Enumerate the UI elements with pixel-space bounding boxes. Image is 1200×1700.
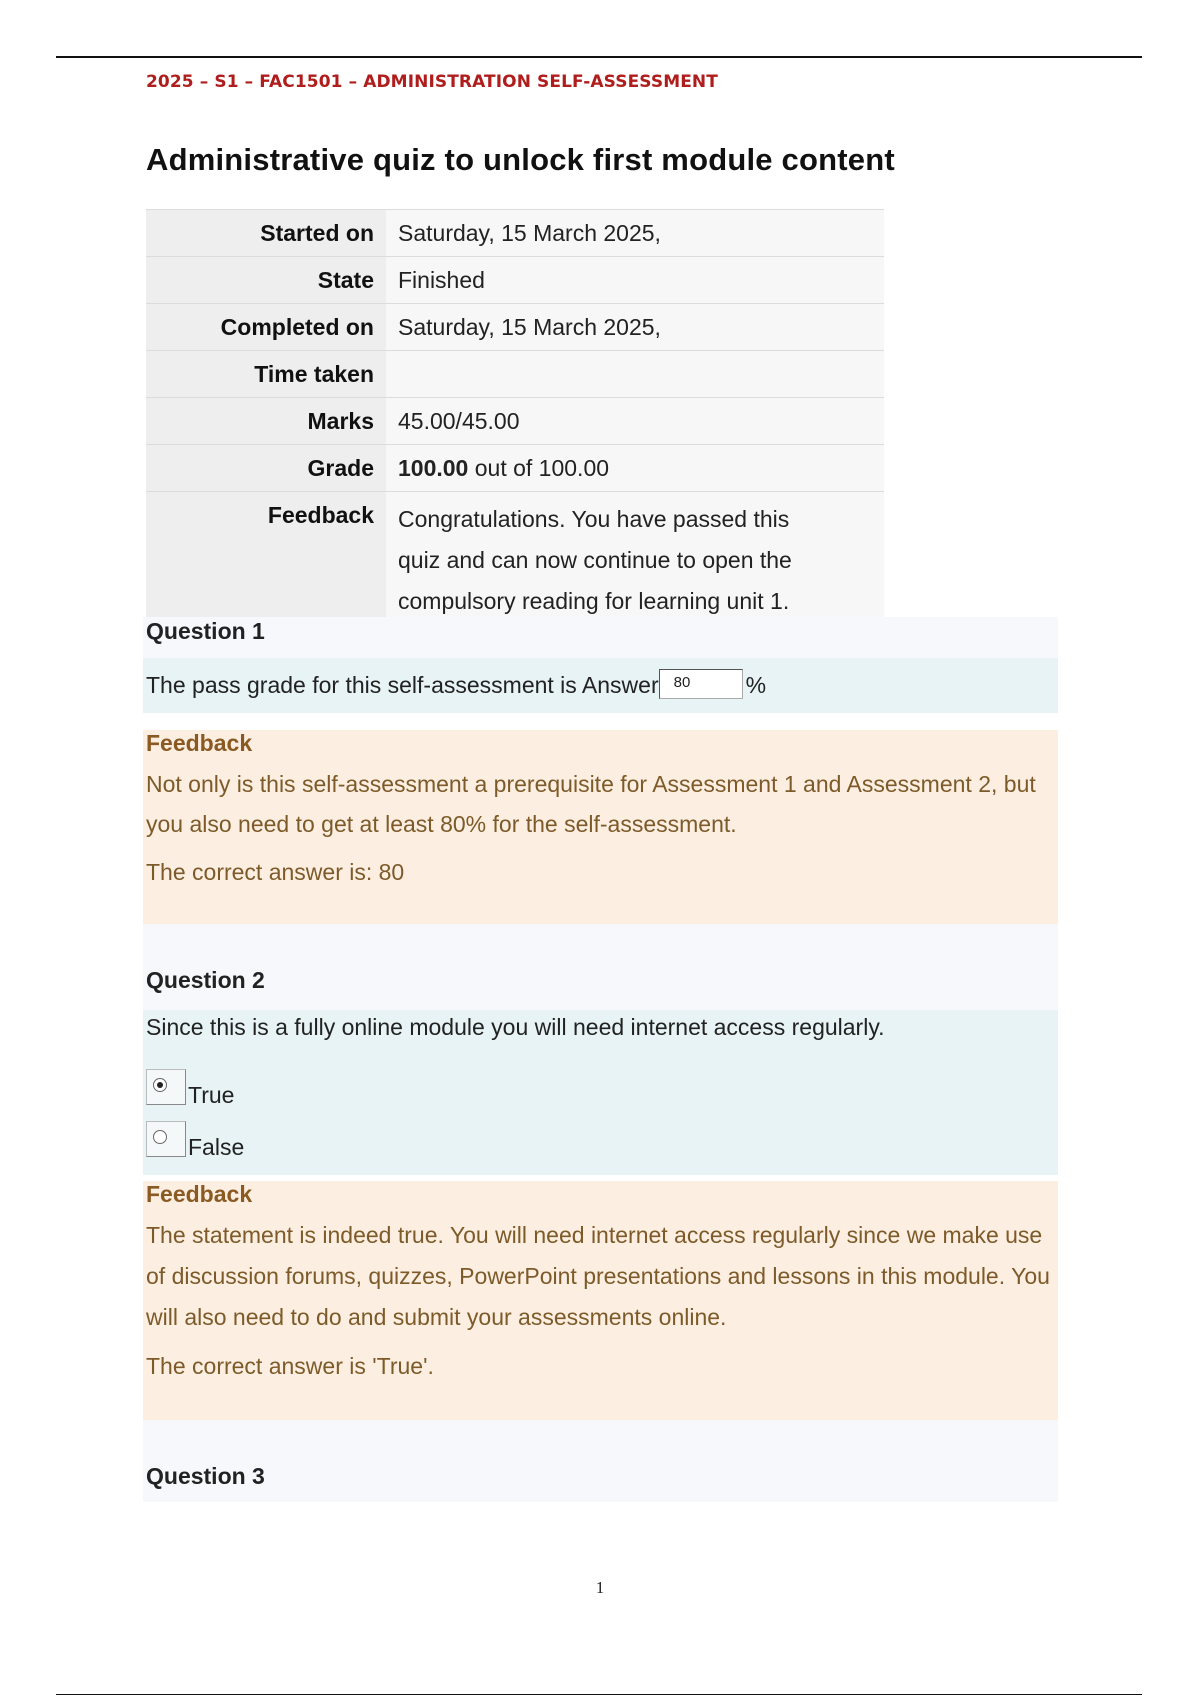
summary-row-started [146,210,884,257]
top-rule [56,56,1142,58]
feedback-text: The statement is indeed true. You will need internet access regularly since we make use of discussion forums, quizzes, PowerPoint presentations and lessons in this module. You will also need to do and submit your assessments online. [146,1222,1050,1330]
question-text: Since this is a fully online module you will need internet access regularly. [146,1014,885,1040]
radio-selected-icon [153,1078,167,1092]
answer-input[interactable]: 80 [659,669,743,699]
summary-label: Completed on [146,304,386,351]
percent-suffix: % [745,672,767,698]
option-false[interactable] [146,1120,1058,1158]
summary-label: Feedback [146,492,386,631]
overall-feedback-text: Congratulations. You have passed this quiz and can now continue to open the compulsory reading for learning unit 1. [398,506,792,614]
summary-value [386,445,884,492]
question-title: Question 2 [143,924,1058,1010]
radio-unselected-icon [153,1130,167,1144]
page-title: Administrative quiz to unlock first module content [146,142,895,177]
question-2-feedback [143,1181,1058,1420]
question-text-row [143,658,1058,713]
summary-row-marks [146,398,884,445]
summary-label: Marks [146,398,386,445]
bottom-rule [56,1694,1142,1695]
grade-score: 100.00 [398,454,469,481]
summary-value: Saturday, 15 March 2025, [386,304,884,351]
summary-row-time-taken [146,351,884,398]
question-1-feedback [143,730,1058,924]
question-title: Question 1 [143,617,1058,658]
question-text: The pass grade for this self-assessment is Answer [146,672,659,698]
page-number: 1 [595,1578,605,1597]
summary-value: Finished [386,257,884,304]
option-label: True [188,1081,235,1108]
summary-label: State [146,257,386,304]
feedback-title: Feedback [146,730,253,756]
summary-row-completed [146,304,884,351]
correct-answer: The correct answer is: 80 [146,859,405,885]
attempt-summary-table [146,209,884,630]
summary-label: Started on [146,210,386,257]
feedback-text: Not only is this self-assessment a prerequisite for Assessment 1 and Assessment 2, but you also need to get at least 80% for the self-assessment. [146,771,1036,837]
feedback-title: Feedback [146,1181,253,1207]
summary-label: Grade [146,445,386,492]
summary-value: 45.00/45.00 [386,398,884,445]
grade-out-of: out of 100.00 [468,454,610,481]
summary-label: Time taken [146,351,386,398]
summary-row-state [146,257,884,304]
document-header: 2025 – S1 – FAC1501 – ADMINISTRATION SELF-ASSESSMENT [146,72,718,92]
summary-value [386,351,884,398]
radio-true[interactable] [146,1069,186,1105]
option-label: False [188,1133,245,1160]
summary-value [386,492,884,631]
radio-false[interactable] [146,1121,186,1157]
question-3 [143,1420,1058,1502]
correct-answer: The correct answer is 'True'. [146,1353,434,1379]
summary-row-feedback [146,492,884,631]
summary-value: Saturday, 15 March 2025, [386,210,884,257]
option-true[interactable] [146,1068,1058,1106]
question-title: Question 3 [143,1420,1058,1502]
summary-row-grade [146,445,884,492]
question-2 [143,924,1058,1175]
question-1 [143,617,1058,713]
question-body [143,1010,1058,1175]
